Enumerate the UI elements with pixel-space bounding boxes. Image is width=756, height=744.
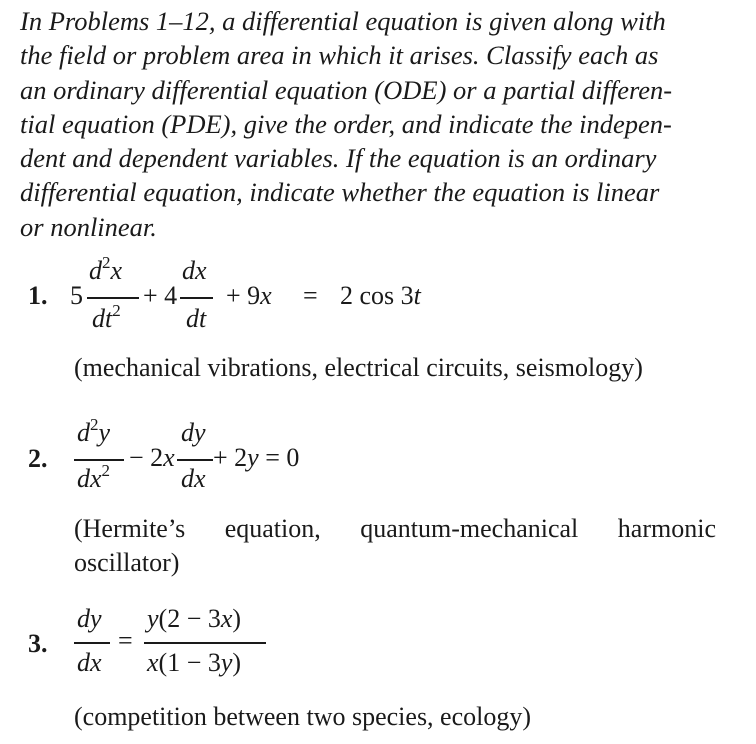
problem-1-number: 1. [28, 281, 48, 310]
problem-3-number: 3. [28, 629, 48, 658]
instructions-line: tial equation (PDE), give the order, and indicate the indepen- [20, 108, 672, 139]
instructions-line: or nonlinear. [20, 211, 157, 242]
problem-instructions [20, 4, 720, 244]
instructions-line: differential equation, indicate whether the equation is linear [20, 177, 660, 208]
problem-3-field: (competition between two species, ecology) [74, 702, 532, 731]
instructions-line: the field or problem area in which it arises. Classify each as [20, 40, 659, 71]
problem-1-field: (mechanical vibrations, electrical circuits, seismology) [74, 353, 643, 382]
instructions-line: an ordinary differential equation (ODE) or a partial differen- [20, 74, 673, 105]
instructions-line: In Problems 1–12, a differential equation is given along with [20, 6, 666, 36]
problem-2-number: 2. [28, 444, 48, 473]
problem-2-field-continued: oscillator) [74, 548, 180, 577]
problem-2-field: (Hermite’s equation, quantum-mechanical harmonic [74, 514, 716, 543]
instructions-line: dent and dependent variables. If the equation is an ordinary [20, 143, 657, 174]
